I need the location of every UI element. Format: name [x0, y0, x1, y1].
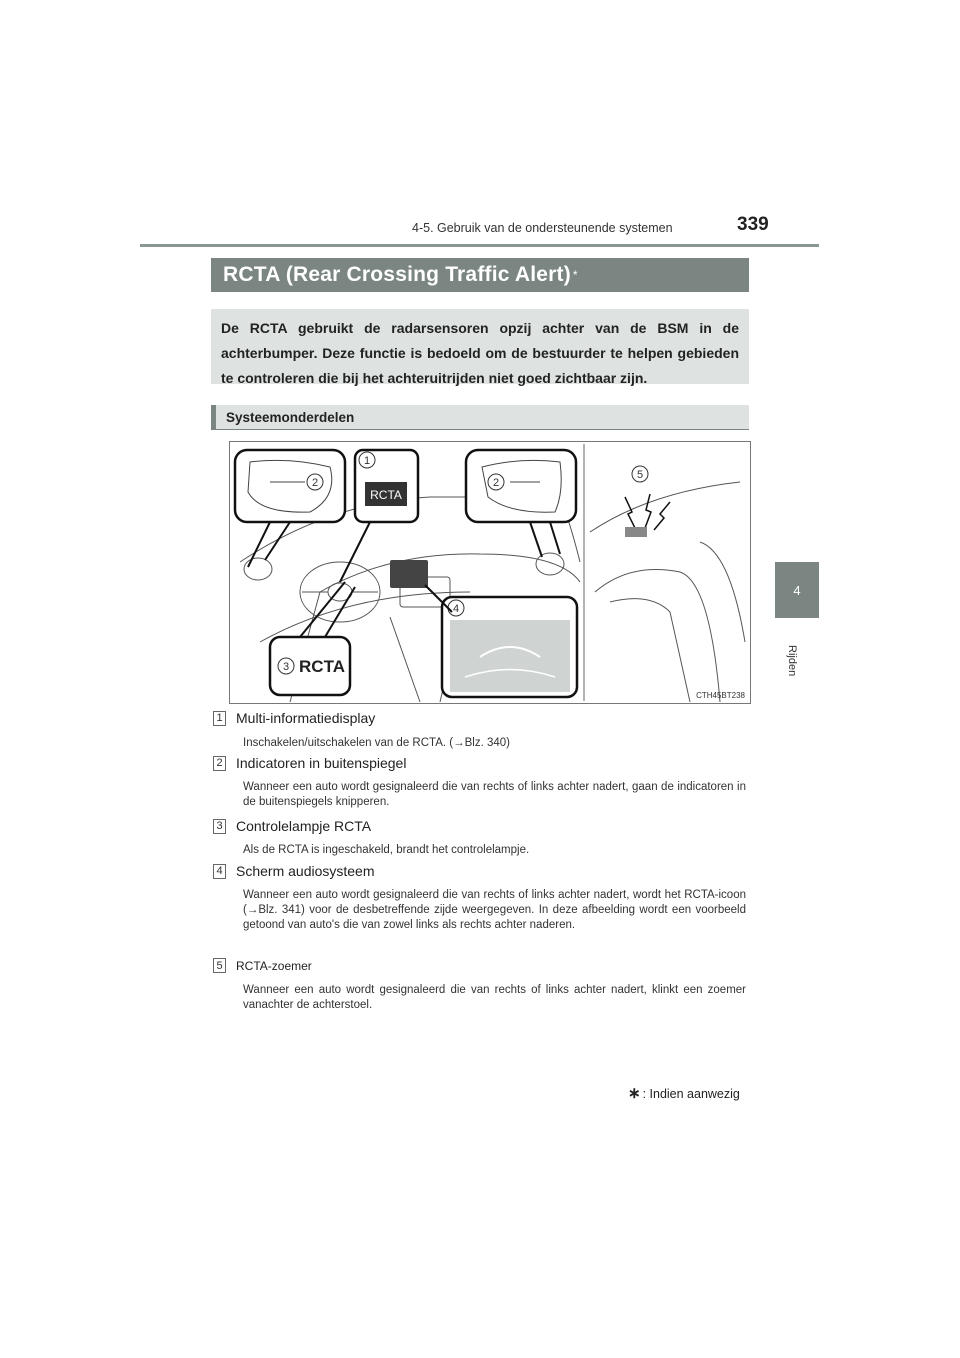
item-number: 2: [213, 756, 226, 771]
item-number: 4: [213, 864, 226, 879]
footnote: [628, 1084, 740, 1102]
page-title: [211, 258, 749, 292]
item-number: 5: [213, 958, 226, 973]
item-description: Inschakelen/uitschakelen van de RCTA. (→Blz. 340): [243, 737, 510, 749]
callout-5: 5: [636, 469, 644, 481]
item-title: Multi-informatiedisplay: [236, 710, 376, 726]
callout-1: 1: [363, 455, 371, 467]
item-description: Wanneer een auto wordt gesignaleerd die van rechts of links achter nadert, wordt het RCTA-icoon (→Blz. 341) voor de desbetreffende zijde weergegeven. In deze afbeelding wordt een voorbeeld getoond van auto's die van zowel links als rechts achter naderen.: [243, 889, 746, 931]
page-number: 339: [737, 214, 769, 235]
intro-text: De RCTA gebruikt de radarsensoren opzij achter van de BSM in de achterbumper. Deze functie is bedoeld om de bestuurder te helpen gebieden te controleren die bij het achteruitrijden niet goed zichtbaar zijn.: [211, 309, 749, 384]
callout-3: 3: [282, 661, 290, 673]
list-item: [213, 818, 371, 834]
callout-2-right: 2: [492, 477, 500, 489]
item-description: Als de RCTA is ingeschakeld, brandt het controlelampje.: [243, 844, 530, 856]
chapter-tab: 4: [775, 562, 819, 618]
callout-2-left: 2: [311, 477, 319, 489]
callout-4: 4: [452, 603, 460, 615]
chapter-label: Rijden: [786, 645, 798, 677]
section-underline: [211, 429, 749, 430]
title-marker: *: [572, 268, 578, 282]
item-title: Indicatoren in buitenspiegel: [236, 755, 407, 771]
footnote-text: : Indien aanwezig: [642, 1087, 740, 1101]
item-title: Scherm audiosysteem: [236, 863, 375, 879]
item-number: 1: [213, 711, 226, 726]
item-title: Controlelampje RCTA: [236, 818, 372, 834]
item-description: Wanneer een auto wordt gesignaleerd die van rechts of links achter nadert, klinkt een zoemer vanachter de achterstoel.: [243, 984, 746, 1011]
asterisk-icon: ∗: [628, 1085, 641, 1102]
running-header: 4-5. Gebruik van de ondersteunende systemen: [412, 221, 673, 235]
system-components-figure: [229, 441, 751, 704]
figure-code: CTH45BT238: [696, 691, 745, 700]
list-item: [213, 755, 406, 771]
rcta-screen-label: RCTA: [370, 488, 402, 502]
item-description: Wanneer een auto wordt gesignaleerd die van rechts of links achter nadert, gaan de indicatoren in de buitenspiegels knipperen.: [243, 781, 746, 808]
page-title-text: RCTA (Rear Crossing Traffic Alert): [223, 263, 571, 286]
header-divider: [140, 244, 819, 247]
section-heading: Systeemonderdelen: [211, 405, 749, 430]
dashboard-illustration: [230, 442, 750, 703]
list-item: [213, 710, 375, 726]
list-item: [213, 863, 375, 879]
rcta-indicator-label: RCTA: [299, 657, 345, 676]
item-title: RCTA-zoemer: [236, 958, 312, 973]
list-item: [213, 958, 312, 973]
item-number: 3: [213, 819, 226, 834]
